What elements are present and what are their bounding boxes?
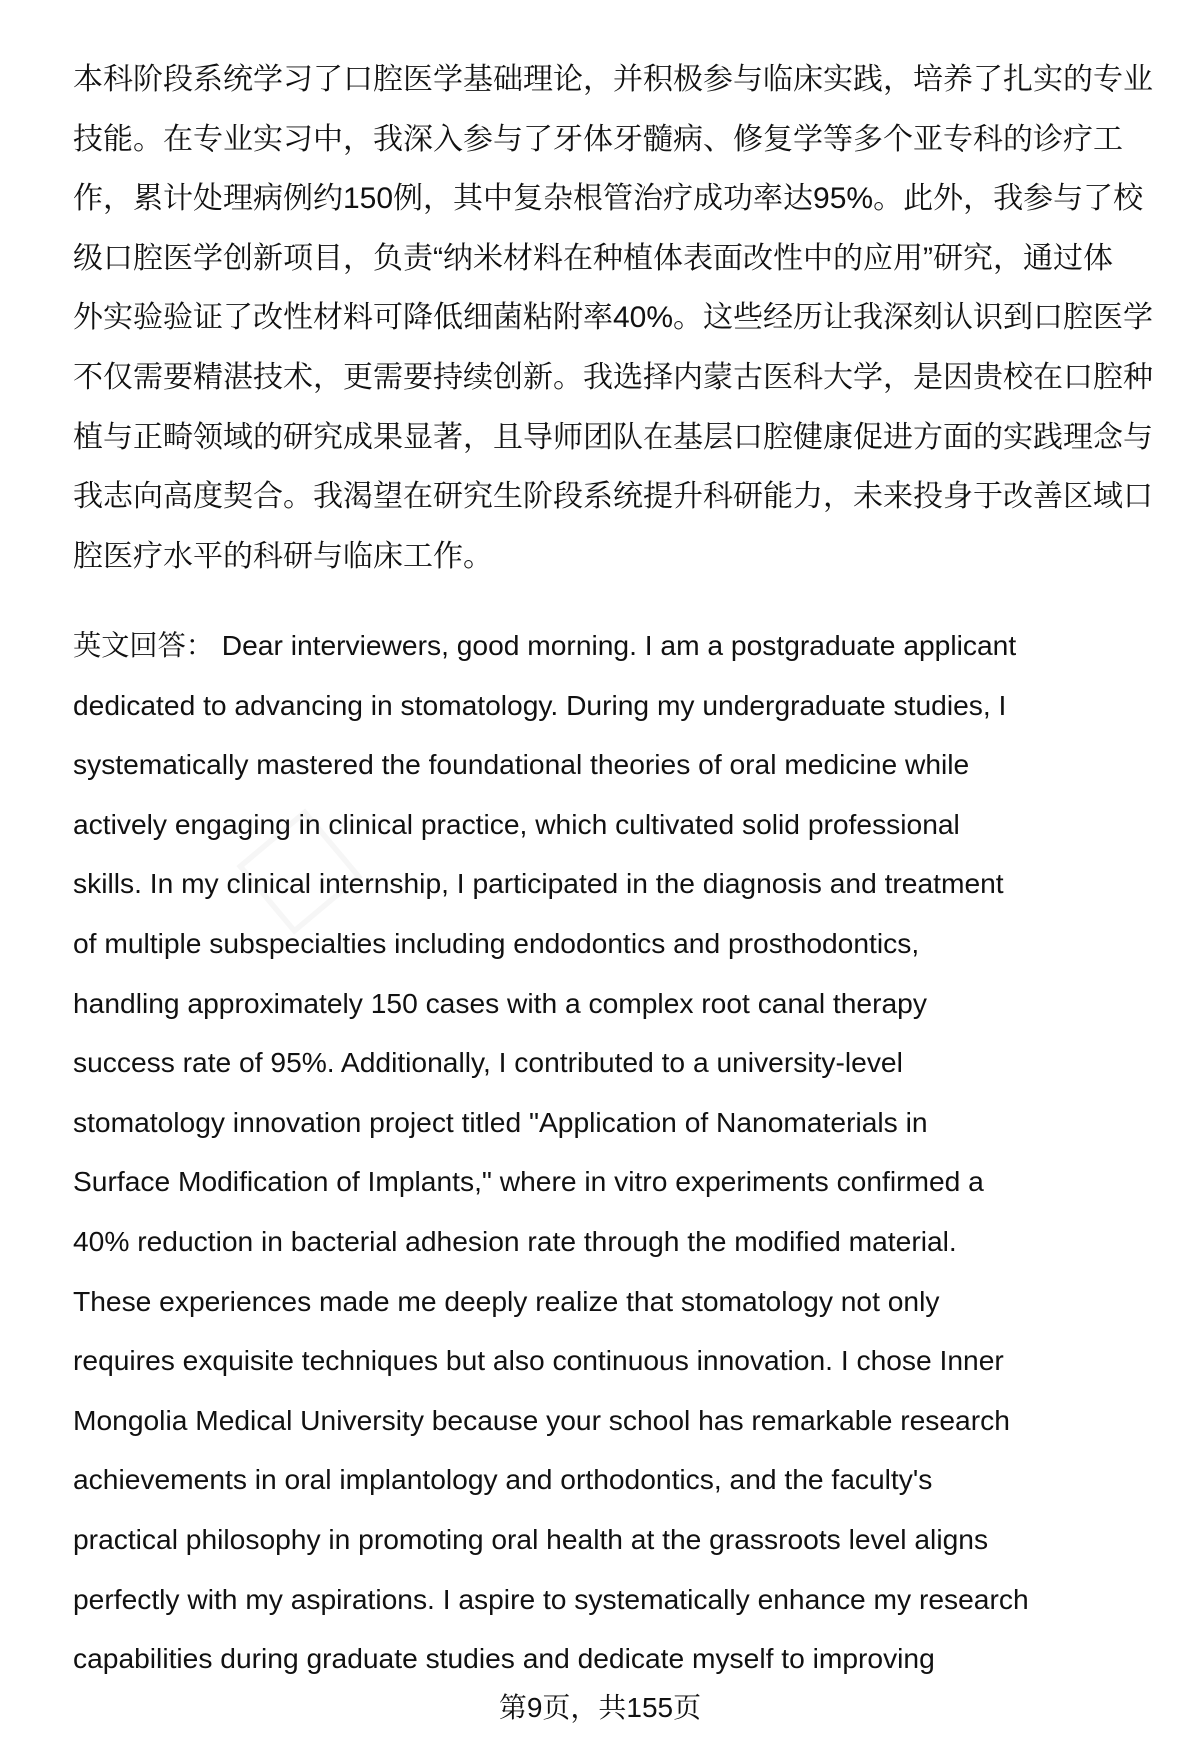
text-line: capabilities during graduate studies and dedicate myself to improving (73, 1642, 935, 1675)
text-line: 技能。在专业实习中，我深入参与了牙体牙髓病、修复学等多个亚专科的诊疗工 (73, 122, 1123, 156)
text-line: achievements in oral implantology and orthodontics, and the faculty's (73, 1463, 933, 1496)
text-line: Mongolia Medical University because your school has remarkable research (73, 1403, 1010, 1436)
text-line: Surface Modification of Implants," where in vitro experiments confirmed a (73, 1165, 984, 1198)
text-line: of multiple subspecialties including endodontics and prosthodontics, (73, 926, 920, 959)
text-line: skills. In my clinical internship, I participated in the diagnosis and treatment (73, 867, 1004, 900)
text-line: requires exquisite techniques but also continuous innovation. I chose Inner (73, 1344, 1004, 1377)
chinese-answer-paragraph (73, 50, 1173, 586)
text-line: These experiences made me deeply realize that stomatology not only (73, 1284, 940, 1317)
text-line: 植与正畸领域的研究成果显著，且导师团队在基层口腔健康促进方面的实践理念与 (73, 420, 1153, 454)
text-line: perfectly with my aspirations. I aspire to systematically enhance my research (73, 1582, 1029, 1615)
page-number-footer: 第9页，共155页 (498, 1692, 702, 1723)
text-line: handling approximately 150 cases with a complex root canal therapy (73, 986, 927, 1019)
text-line: success rate of 95%. Additionally, I contributed to a university-level (73, 1046, 903, 1079)
text-line: 作，累计处理病例约150例，其中复杂根管治疗成功率达95%。此外，我参与了校 (73, 182, 1144, 216)
text-line: stomatology innovation project titled "Application of Nanomaterials in (73, 1105, 928, 1138)
text-line: 不仅需要精湛技术，更需要持续创新。我选择内蒙古医科大学，是因贵校在口腔种 (73, 360, 1153, 394)
english-answer-paragraph (73, 616, 1173, 1689)
text-line: 本科阶段系统学习了口腔医学基础理论，并积极参与临床实践，培养了扎实的专业 (73, 63, 1153, 96)
text-line: 我志向高度契合。我渴望在研究生阶段系统提升科研能力，未来投身于改善区域口 (73, 480, 1153, 514)
text-line: practical philosophy in promoting oral health at the grassroots level aligns (73, 1522, 989, 1555)
text-line: dedicated to advancing in stomatology. During my undergraduate studies, I (73, 688, 1007, 721)
text-line: 外实验验证了改性材料可降低细菌粘附率40%。这些经历让我深刻认识到口腔医学 (73, 301, 1154, 335)
text-line: actively engaging in clinical practice, which cultivated solid professional (73, 807, 960, 840)
text-line: 英文回答： Dear interviewers, good morning. I am a postgraduate applicant (73, 629, 1017, 661)
text-line: systematically mastered the foundational theories of oral medicine while (73, 748, 970, 781)
text-line: 级口腔医学创新项目，负责“纳米材料在种植体表面改性中的应用”研究，通过体 (73, 241, 1113, 275)
text-line: 40% reduction in bacterial adhesion rate through the modified material. (73, 1224, 957, 1257)
text-line: 腔医疗水平的科研与临床工作。 (73, 539, 493, 573)
